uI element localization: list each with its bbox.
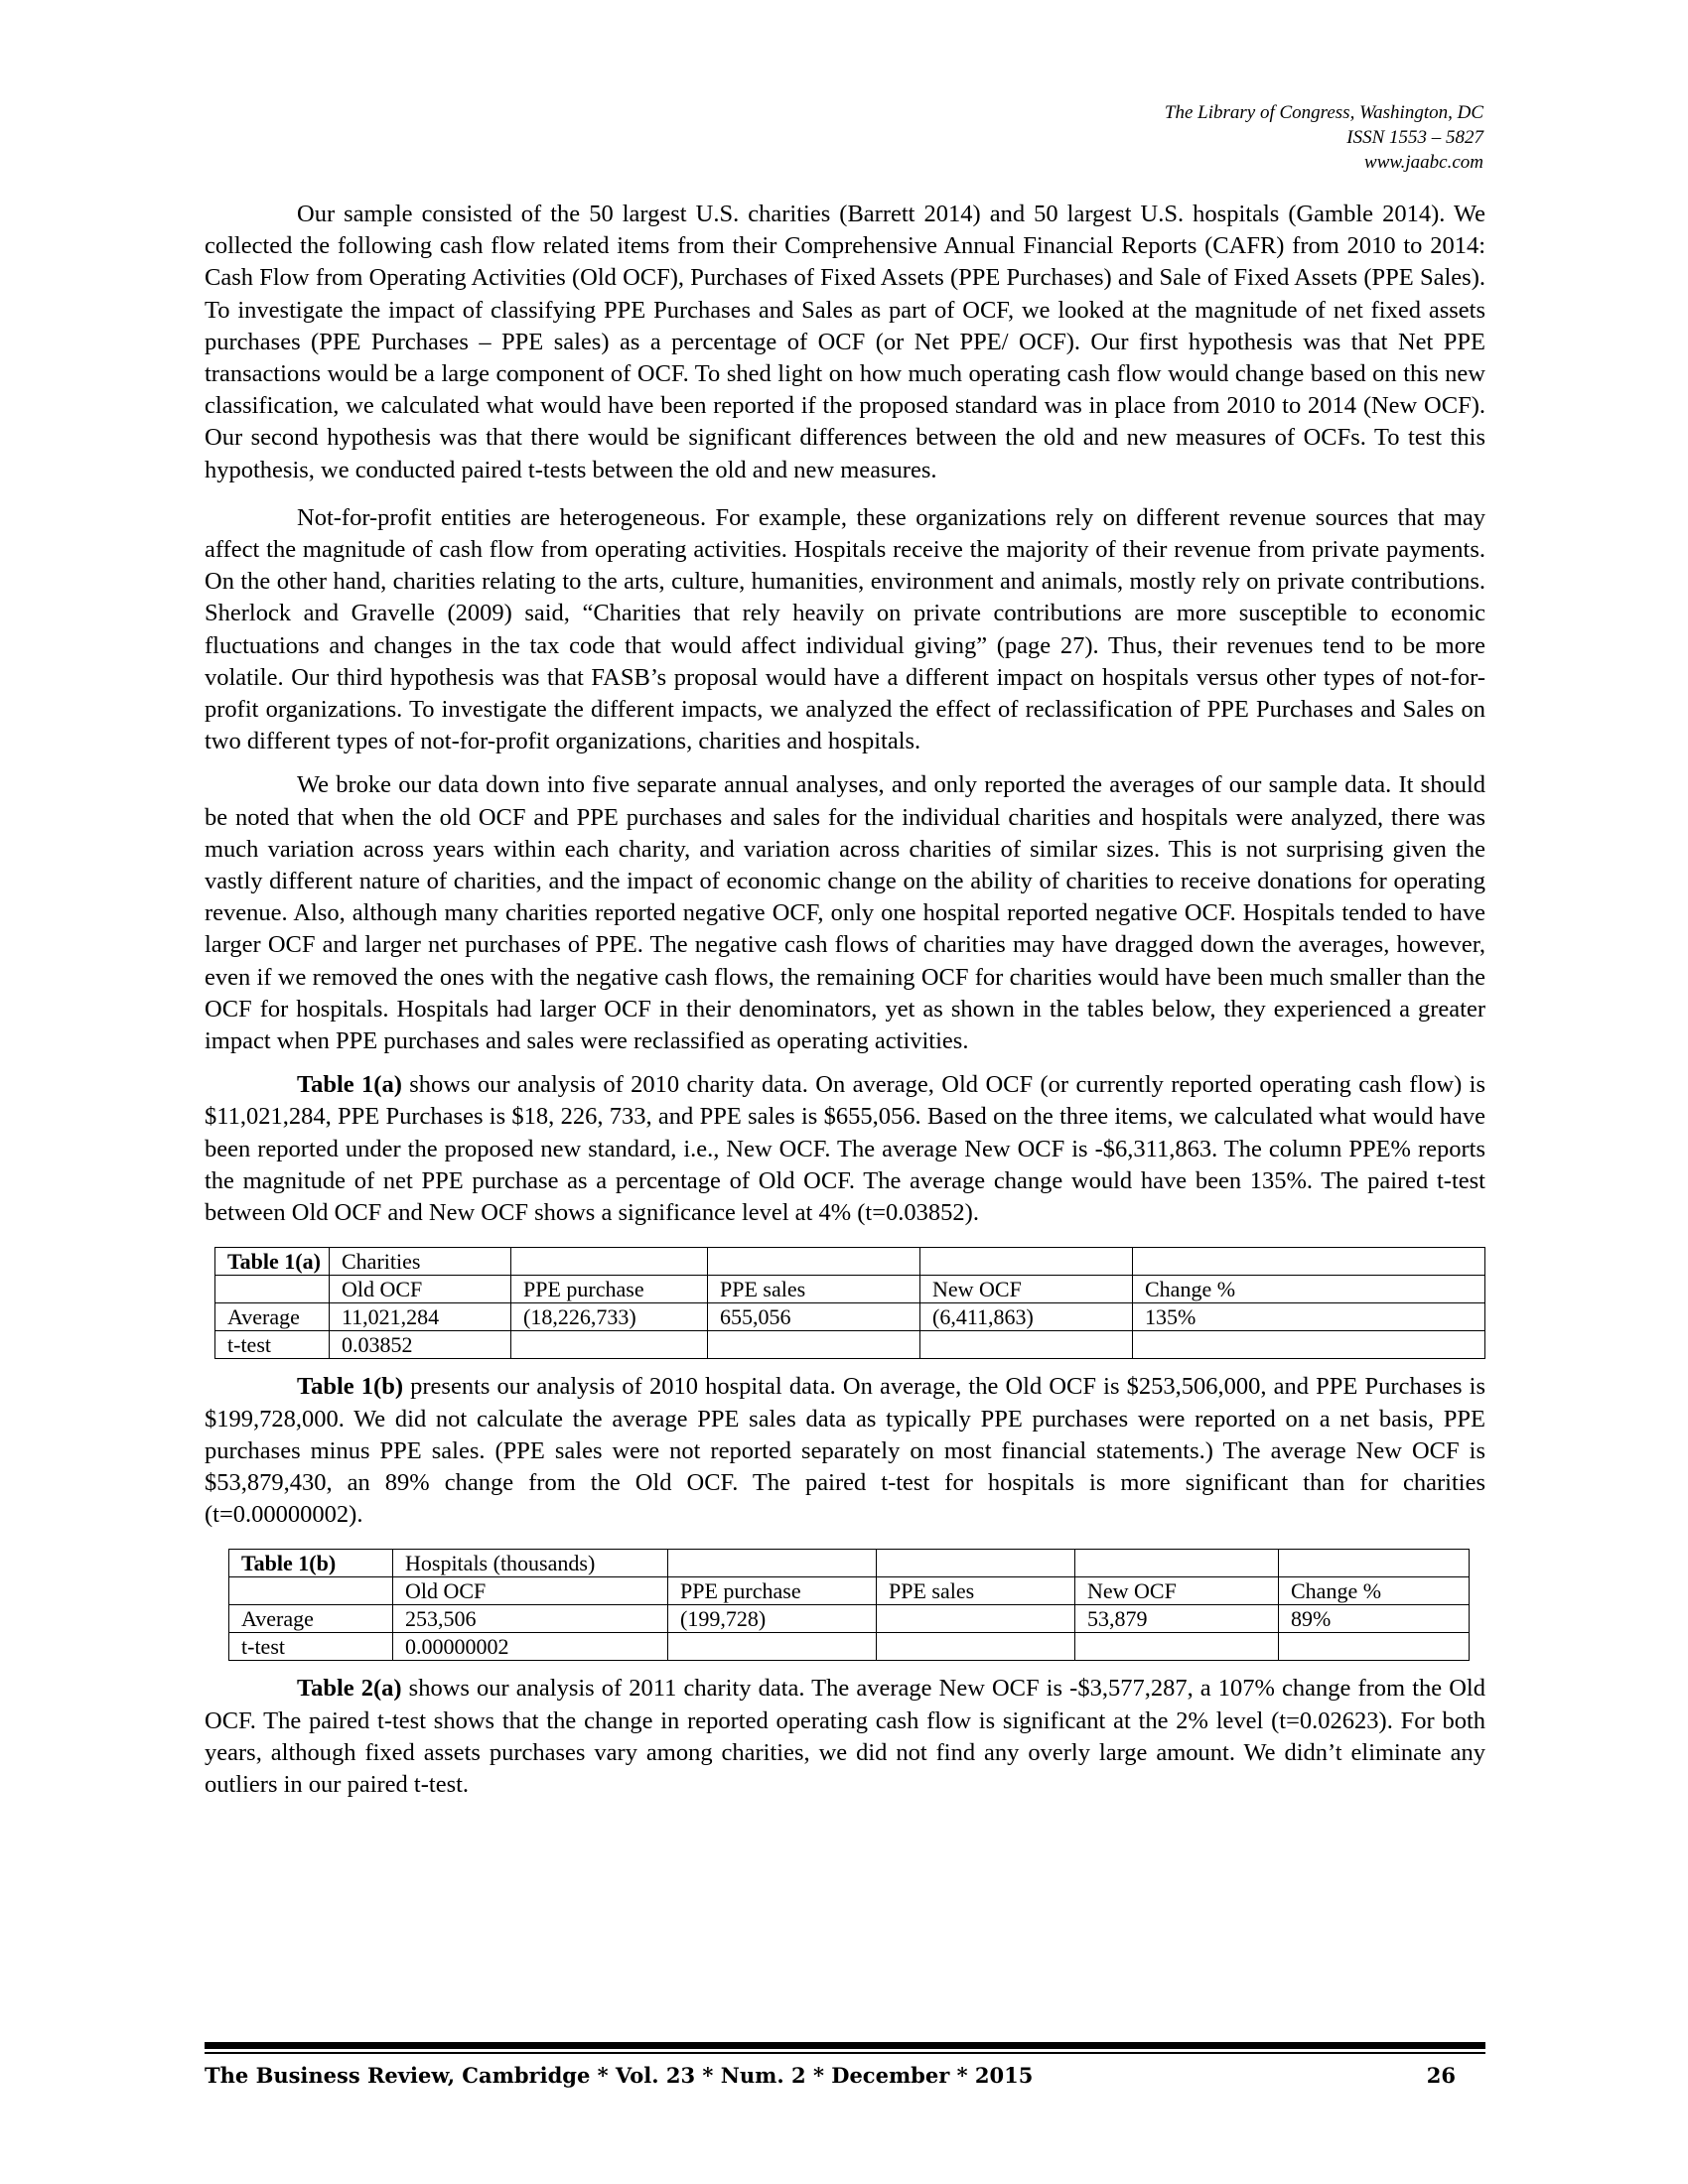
paragraph-heterogeneous: Not-for-profit entities are heterogeneous. For example, these organizations rely on different revenue sources that may affect the magnitude of cash flow from operating activities. Hospitals receive the majority of their revenue from private payments. On the other hand, charities relating to the arts, culture, humanities, environment and animals, mostly rely on private contributions. Sherlock and Gravelle (2009) said, “Charities that rely heavily on private contributions are more susceptible to economic fluctuations and changes in the tax code that would affect individual giving” (page 27). Thus, their revenues tend to be more volatile. Our third hypothesis was that FASB’s proposal would have a different impact on hospitals versus other types of not-for-profit organizations. To investigate the different impacts, we analyzed the effect of reclassification of PPE Purchases and Sales on two different types of not-for-profit organizations, charities and hospitals. (205, 503, 1485, 755)
column-header: Change % (1133, 1276, 1485, 1303)
paragraph-table-1b: Table 1(b) presents our analysis of 2010 hospital data. On average, the Old OCF is $253,506,000, and PPE Purchases is $199,728,000. We did not calculate the average PPE sales data as typically PPE purchases were reported on a net basis, PPE purchases minus PPE sales. (PPE sales were not reported separately on most financial statements.) The average New OCF is $53,879,430, an 89% change from the Old OCF. The paired t-test for hospitals is more significant than for charities (t=0.00000002). (205, 1373, 1485, 1529)
table-ref: Table 1(b) (297, 1373, 403, 1401)
table-1a (214, 1247, 1485, 1359)
column-header: New OCF (1075, 1577, 1279, 1605)
row-label: Average (229, 1605, 393, 1633)
table-cell: 0.03852 (330, 1331, 511, 1359)
paragraph-annual-analyses: We broke our data down into five separate annual analyses, and only reported the averages of our sample data. It should be noted that when the old OCF and PPE purchases and sales for the individual charities and hospitals were analyzed, there was much variation across years within each charity, and variation across charities of similar sizes. This is not surprising given the vastly different nature of charities, and the impact of economic change on the ability of charities to receive donations for operating revenue. Also, although many charities reported negative OCF, only one hospital reported negative OCF. Hospitals tended to have larger OCF and larger net purchases of PPE. The negative cash flows of charities may have dragged down the averages, however, even if we removed the ones with the negative cash flows, the remaining OCF for charities would have been much smaller than the OCF for hospitals. Hospitals had larger OCF in their denominators, yet as shown in the tables below, they experienced a greater impact when PPE purchases and sales were reclassified as operating activities. (205, 771, 1485, 1055)
table-cell: (6,411,863) (920, 1303, 1133, 1331)
row-label: Average (215, 1303, 330, 1331)
table-group-label: Charities (330, 1248, 511, 1276)
header-website: www.jaabc.com (1364, 152, 1483, 173)
table-cell: (199,728) (668, 1605, 877, 1633)
table-cell: 253,506 (393, 1605, 668, 1633)
table-cell: 53,879 (1075, 1605, 1279, 1633)
column-header: Old OCF (393, 1577, 668, 1605)
column-header: PPE purchase (668, 1577, 877, 1605)
table-row (215, 1303, 1485, 1331)
table-ref: Table 1(a) (297, 1071, 402, 1099)
article-body (205, 199, 1485, 1801)
table-cell: 11,021,284 (330, 1303, 511, 1331)
row-label: t-test (215, 1331, 330, 1359)
table-ref: Table 2(a) (297, 1675, 402, 1703)
paragraph-sample: Our sample consisted of the 50 largest U.S. charities (Barrett 2014) and 50 largest U.S. hospitals (Gamble 2014). We collected the following cash flow related items from their Comprehensive Annual Financial Reports (CAFR) from 2010 to 2014: Cash Flow from Operating Activities (Old OCF), Purchases of Fixed Assets (PPE Purchases) and Sale of Fixed Assets (PPE Sales). To investigate the impact of classifying PPE Purchases and Sales as part of OCF, we looked at the magnitude of net fixed assets purchases (PPE Purchases – PPE sales) as a percentage of OCF (or Net PPE/ OCF). Our first hypothesis was that Net PPE transactions would be a large component of OCF. To shed light on how much operating cash flow would change based on this new classification, we calculated what would have been reported if the proposed standard was in place from 2010 to 2014 (New OCF). Our second hypothesis was that there would be significant differences between the old and new measures of OCFs. To test this hypothesis, we conducted paired t-tests between the old and new measures. (205, 201, 1485, 483)
table-title: Table 1(a) (215, 1248, 330, 1276)
table-1b (228, 1549, 1470, 1661)
table-title: Table 1(b) (229, 1550, 393, 1577)
table-row (215, 1331, 1485, 1359)
footer-rule-thin (205, 2052, 1485, 2054)
table-cell: 655,056 (708, 1303, 920, 1331)
column-header: PPE purchase (511, 1276, 708, 1303)
page-number: 26 (1426, 2063, 1456, 2088)
column-header: Change % (1279, 1577, 1470, 1605)
column-header: Old OCF (330, 1276, 511, 1303)
table-cell (877, 1605, 1075, 1633)
header-publisher: The Library of Congress, Washington, DC (1164, 102, 1483, 123)
table-group-label: Hospitals (thousands) (393, 1550, 668, 1577)
table-cell: (18,226,733) (511, 1303, 708, 1331)
paragraph-table-2a: Table 2(a) shows our analysis of 2011 charity data. The average New OCF is -$3,577,287, a 107% change from the Old OCF. The paired t-test shows that the change in reported operating cash flow is significant at the 2% level (t=0.02623). For both years, although fixed assets purchases vary among charities, we did not find any overly large amount. We didn’t eliminate any outliers in our paired t-test. (205, 1675, 1485, 1798)
column-header: PPE sales (877, 1577, 1075, 1605)
journal-header (1165, 100, 1483, 175)
paragraph-table-1a: Table 1(a) shows our analysis of 2010 charity data. On average, Old OCF (or currently reported operating cash flow) is $11,021,284, PPE Purchases is $18, 226, 733, and PPE sales is $655,056. Based on the three items, we calculated what would have been reported under the proposed new standard, i.e., New OCF. The average New OCF is -$6,311,863. The column PPE% reports the magnitude of net PPE purchase as a percentage of Old OCF. The average change would have been 135%. The paired t-test between Old OCF and New OCF shows a significance level at 4% (t=0.03852). (205, 1071, 1485, 1227)
table-cell: 135% (1133, 1303, 1485, 1331)
footer-journal: The Business Review, Cambridge * Vol. 23 * Num. 2 * December * 2015 (205, 2063, 1034, 2088)
table-cell: 89% (1279, 1605, 1470, 1633)
column-header: PPE sales (708, 1276, 920, 1303)
column-header: New OCF (920, 1276, 1133, 1303)
footer-rule-thick (205, 2042, 1485, 2049)
table-cell: 0.00000002 (393, 1633, 668, 1661)
table-row (229, 1633, 1470, 1661)
header-issn: ISSN 1553 – 5827 (1346, 127, 1483, 148)
table-row (229, 1605, 1470, 1633)
row-label: t-test (229, 1633, 393, 1661)
